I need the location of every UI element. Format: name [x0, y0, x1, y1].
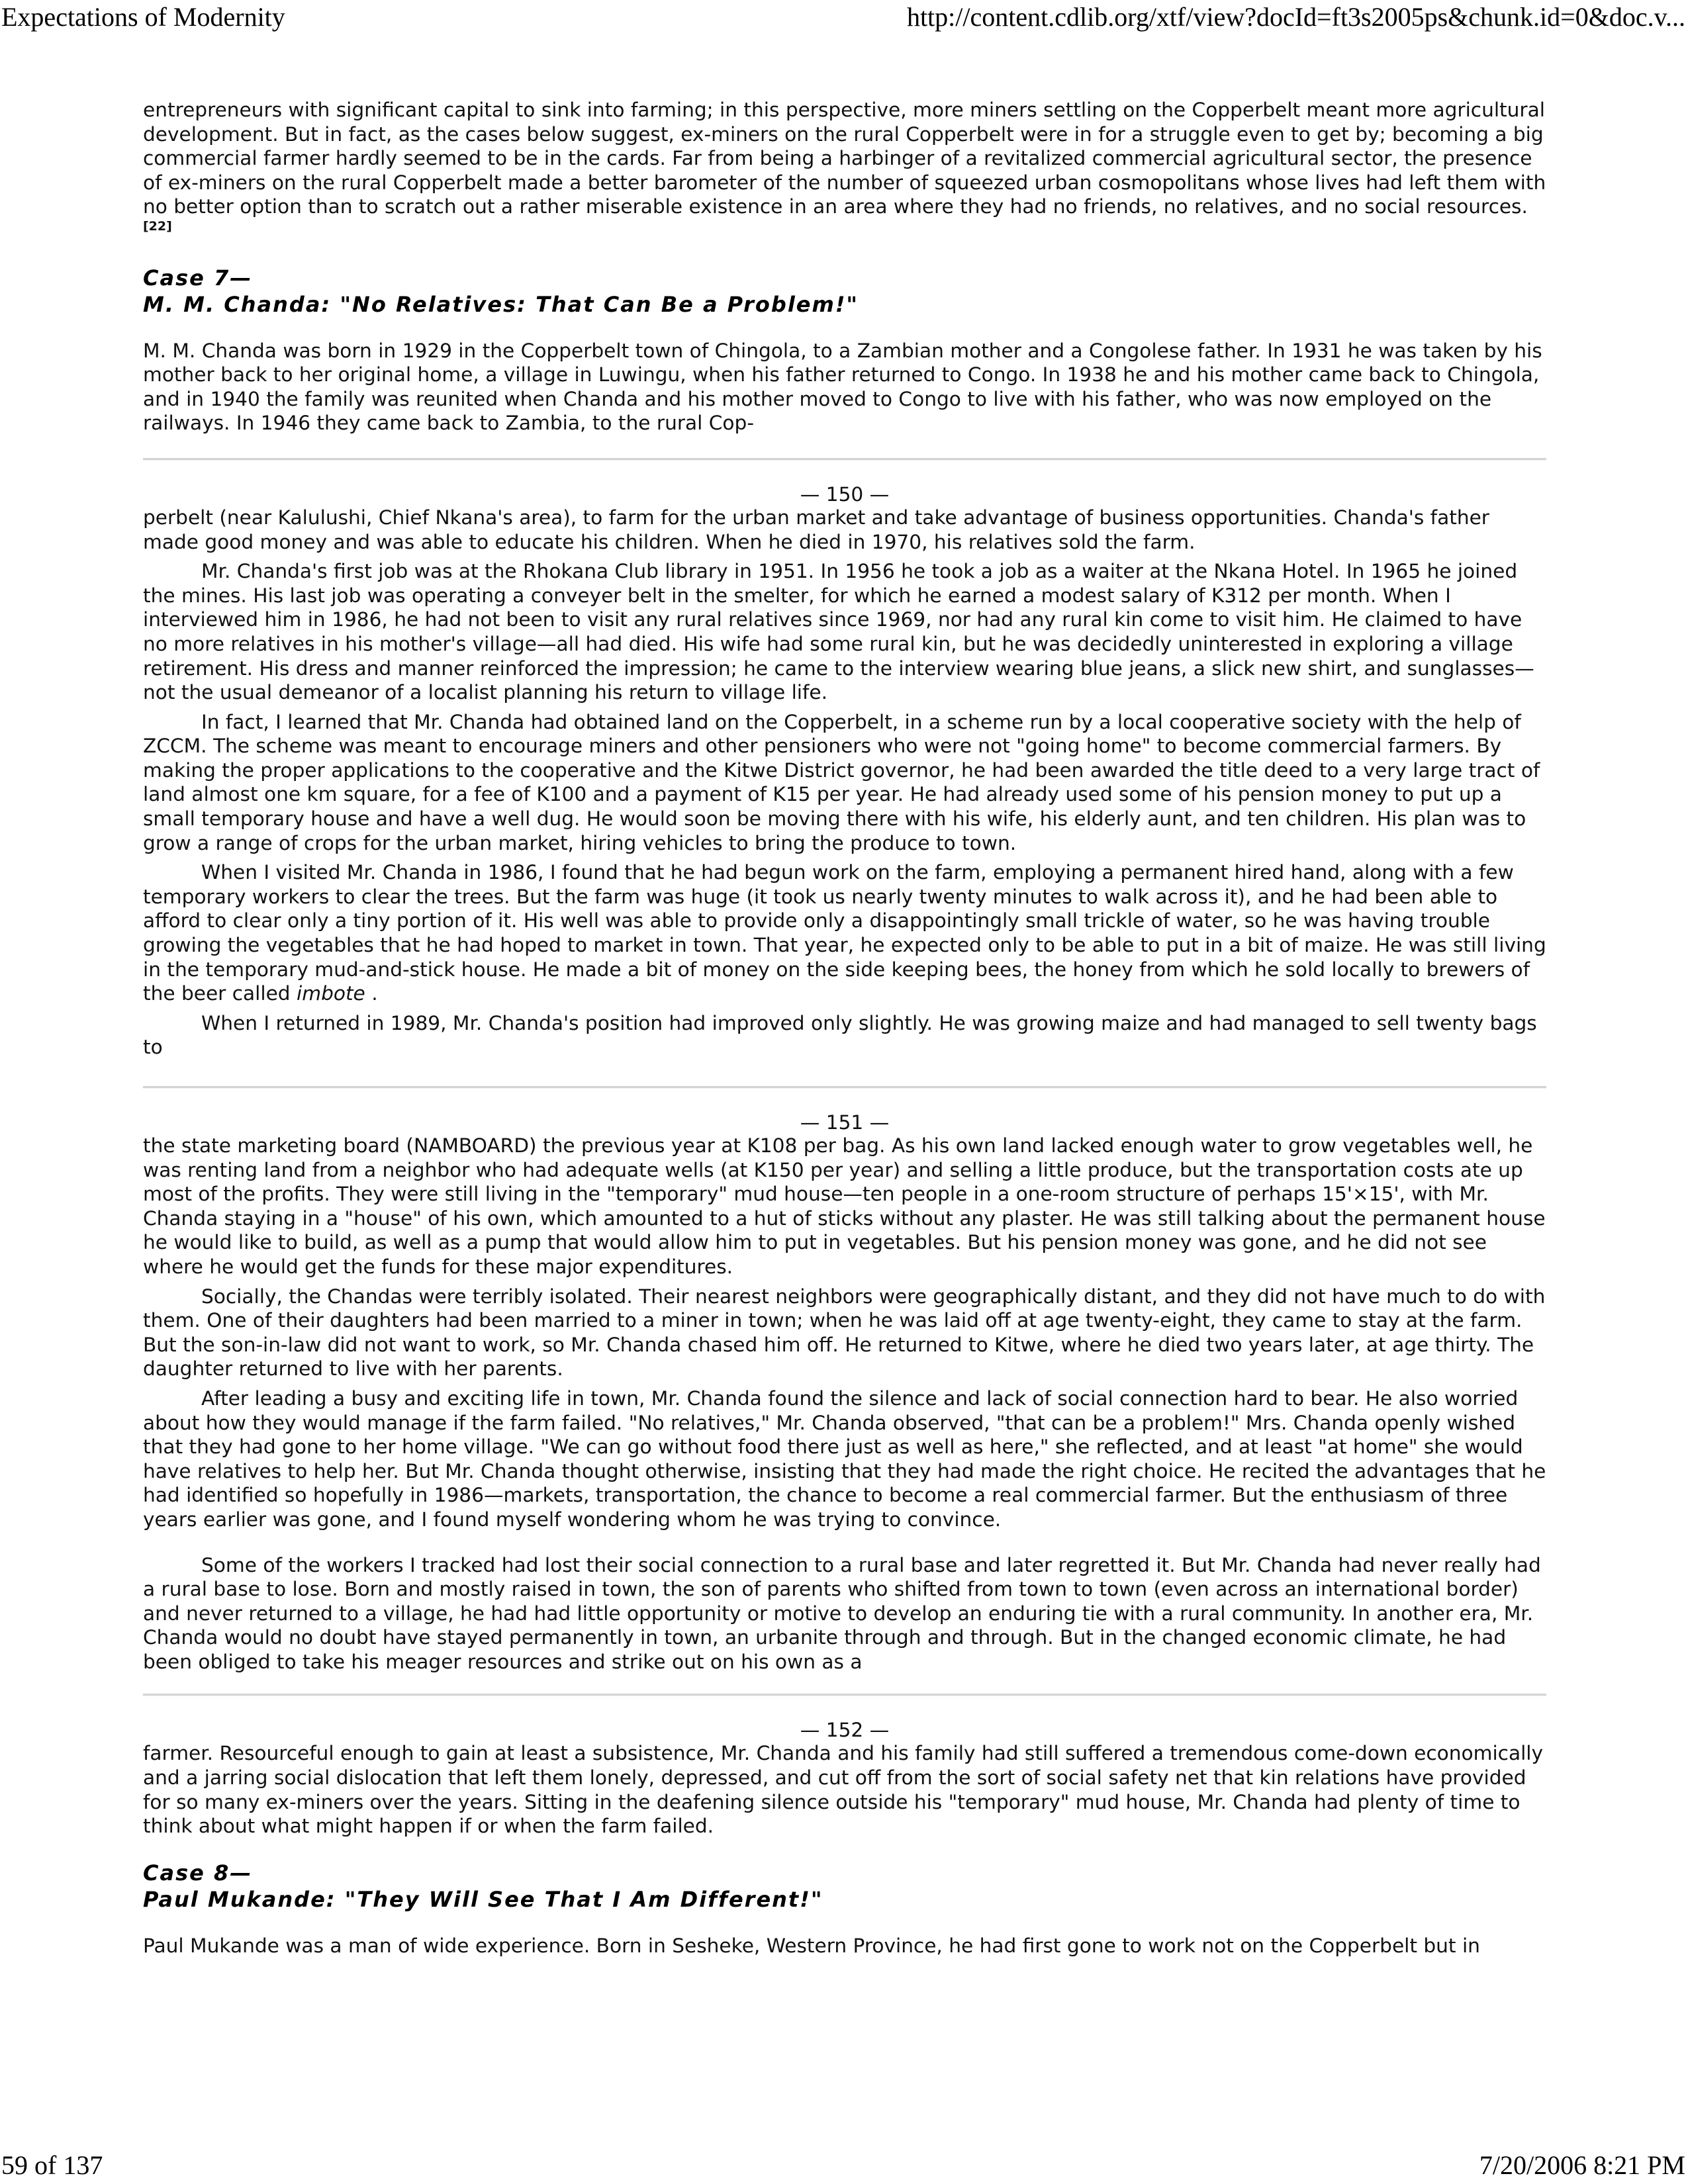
- intro-paragraph: entrepreneurs with significant capital to sink into farming; in this perspective, more miners settling on the Copperbelt meant more agricultural development. But in fact, as the cases below suggest, ex-miners on the rural Copperbelt were in for a struggle even to get by; becoming a big commercial farmer hardly seemed to be in the cards. Far from being a harbinger of a revitalized commercial agricultural sector, the presence of ex-miners on the rural Copperbelt made a better barometer of the number of squeezed urban cosmopolitans whose lives had left them with no better option than to scratch out a rather miserable existence in an area where they had no friends, no relatives, and no social resources.[22]: [143, 99, 1546, 234]
- paragraph: Some of the workers I tracked had lost their social connection to a rural base and later regretted it. But Mr. Chanda had never really had a rural base to lose. Born and mostly raised in town, the son of parents who shifted from town to town (even across an international border) and never returned to a village, he had had little opportunity or motive to develop an enduring tie with a rural community. In another era, Mr. Chanda would no doubt have stayed permanently in town, an urbanite through and through. But in the changed economic climate, he had been obliged to take his meager resources and strike out on his own as a: [143, 1553, 1541, 1673]
- paragraph: Mr. Chanda's first job was at the Rhokana Club library in 1951. In 1956 he took a job as a waiter at the Nkana Hotel. In 1965 he joined the mines. His last job was operating a conveyer belt in the smelter, for which he earned a modest salary of K312 per month. When I interviewed him in 1986, he had not been to visit any rural relatives since 1969, nor had any rural kin come to visit him. He claimed to have no more relatives in his mother's village—all had died. His wife had some rural kin, but he was decidedly uninterested in exploring a village retirement. His dress and manner reinforced the impression; he came to the interview wearing blue jeans, a slick new shirt, and sunglasses—not the usual demeanor of a localist planning his return to village life.: [143, 560, 1534, 704]
- paragraph: When I visited Mr. Chanda in 1986, I found that he had begun work on the farm, employing a permanent hired hand, along with a few temporary workers to clear the trees. But the farm was huge (it took us nearly twenty minutes to walk across it), and he had been able to afford to clear only a tiny portion of it. His well was able to provide only a disappointingly small trickle of water, so he was having trouble growing the vegetables that he had hoped to market in town. That year, he expected only to be able to put in a bit of maize. He was still living in the temporary mud-and-stick house. He made a bit of money on the side keeping bees, the honey from which he sold locally to brewers of the beer called imbote .: [143, 861, 1546, 1005]
- paragraph: farmer. Resourceful enough to gain at least a subsistence, Mr. Chanda and his family had still suffered a tremendous come-down economically and a jarring social dislocation that left them lonely, depressed, and cut off from the sort of social safety net that kin relations have provided for so many ex-miners over the years. Sitting in the deafening silence outside his "temporary" mud house, Mr. Chanda had plenty of time to think about what might happen if or when the farm failed.: [143, 1742, 1544, 1838]
- paragraph: In fact, I learned that Mr. Chanda had obtained land on the Copperbelt, in a scheme run by a local cooperative society with the help of ZCCM. The scheme was meant to encourage miners and other pensioners who were not "going home" to become commercial farmers. By making the proper applications to the cooperative and the Kitwe District governor, he had been awarded the title deed to a very large tract of land almost one km square, for a fee of K100 and a payment of K15 per year. He had already used some of his pension money to put up a small temporary house and have a well dug. He would soon be moving there with his wife, his elderly aunt, and ten children. His plan was to grow a range of crops for the urban market, hiring vehicles to bring the produce to town.: [143, 710, 1540, 854]
- page-divider: [143, 443, 1546, 483]
- document-body: [143, 98, 1546, 1958]
- case7-heading: [143, 265, 1546, 318]
- paragraph: When I returned in 1989, Mr. Chanda's position had improved only slightly. He was growing maize and had managed to sell twenty bags to: [143, 1011, 1537, 1059]
- page-number-151: — 151 —: [800, 1111, 890, 1134]
- page-number-150: — 150 —: [800, 482, 890, 506]
- case8-heading: [143, 1860, 1546, 1913]
- header-url: http://content.cdlib.org/xtf/view?docId=ft3s2005ps&chunk.id=0&doc.v...: [906, 2, 1685, 32]
- paragraph: M. M. Chanda was born in 1929 in the Copperbelt town of Chingola, to a Zambian mother and a Congolese father. In 1931 he was taken by his mother back to her original home, a village in Luwingu, when his father returned to Congo. In 1938 he and his mother came back to Chingola, and in 1940 the family was reunited when Chanda and his mother moved to Congo to live with his father, who was now employed on the railways. In 1946 they came back to Zambia, to the rural Cop-: [143, 339, 1542, 435]
- paragraph: Paul Mukande was a man of wide experience. Born in Sesheke, Western Province, he had first gone to work not on the Copperbelt but in: [143, 1934, 1480, 1957]
- print-timestamp: 7/20/2006 8:21 PM: [1479, 2150, 1685, 2180]
- print-footer: [0, 2150, 1688, 2183]
- paragraph: the state marketing board (NAMBOARD) the previous year at K108 per bag. As his own land lacked enough water to grow vegetables well, he was renting land from a neighbor who had adequate wells (at K150 per year) and selling a little produce, but the transportation costs ate up most of the profits. They were still living in the "temporary" mud house—ten people in a one-room structure of perhaps 15'×15', with Mr. Chanda staying in a "house" of his own, which amounted to a hut of sticks without any plaster. He was still talking about the permanent house he would like to build, as well as a pump that would allow him to put in vegetables. But his pension money was gone, and he did not see where he would get the funds for these major expenditures.: [143, 1134, 1546, 1278]
- case7-number: Case 7—: [143, 265, 253, 291]
- case7-title: M. M. Chanda: "No Relatives: That Can Be a Problem!": [143, 291, 859, 317]
- divider-rule: [143, 1694, 1546, 1696]
- header-title: Expectations of Modernity: [1, 2, 285, 32]
- case8-title: Paul Mukande: "They Will See That I Am Different!": [143, 1886, 823, 1912]
- paragraph: After leading a busy and exciting life in town, Mr. Chanda found the silence and lack of social connection hard to bear. He also worried about how they would manage if the farm failed. "No relatives," Mr. Chanda observed, "that can be a problem!" Mrs. Chanda openly wished that they had gone to her home village. "We can go without food there just as well as here," she reflected, and at least "at home" she would have relatives to help her. But Mr. Chanda thought otherwise, insisting that they had made the right choice. He recited the advantages that he had identified so hopefully in 1986—markets, transportation, the chance to become a real commercial farmer. But the enthusiasm of three years earlier was gone, and I found myself wondering whom he was trying to convince.: [143, 1387, 1546, 1531]
- case8-number: Case 8—: [143, 1860, 253, 1886]
- page-number-152: — 152 —: [800, 1719, 890, 1742]
- italic-term: imbote: [297, 982, 365, 1005]
- print-header: [0, 1, 1688, 34]
- divider-rule: [143, 458, 1546, 461]
- page-divider: [143, 1071, 1546, 1111]
- footnote-ref-22[interactable]: [22]: [143, 219, 172, 234]
- page-count: 59 of 137: [1, 2150, 103, 2180]
- paragraph: perbelt (near Kalulushi, Chief Nkana's area), to farm for the urban market and take advantage of business opportunities. Chanda's father made good money and was able to educate his children. When he died in 1970, his relatives sold the farm.: [143, 506, 1489, 553]
- divider-rule: [143, 1086, 1546, 1089]
- page-divider: [143, 1679, 1546, 1719]
- paragraph: Socially, the Chandas were terribly isolated. Their nearest neighbors were geographically distant, and they did not have much to do with them. One of their daughters had been married to a miner in town; when he was laid off at age twenty-eight, they came to stay at the farm. But the son-in-law did not want to work, so Mr. Chanda chased him off. He returned to Kitwe, where he died two years later, at age thirty. The daughter returned to live with her parents.: [143, 1285, 1546, 1381]
